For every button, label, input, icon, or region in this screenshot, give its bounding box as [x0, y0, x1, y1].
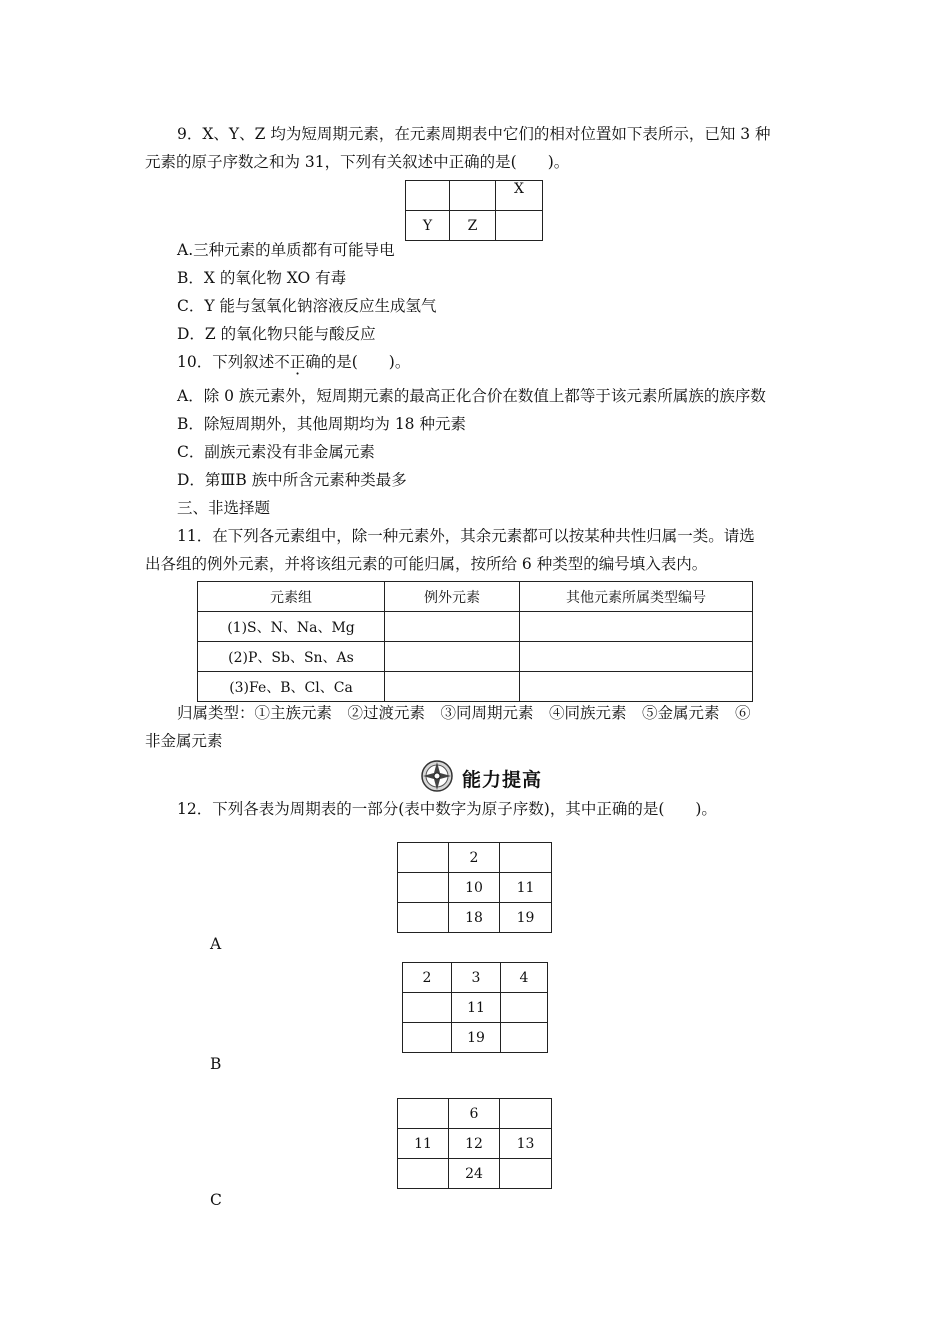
table-cell: (2)P、Sb、Sn、As [198, 642, 385, 672]
table-row [198, 642, 753, 672]
table-cell: 19 [500, 903, 552, 933]
q12-option-label-a[interactable]: A [210, 935, 222, 953]
table-cell: 11 [500, 873, 552, 903]
table-header: 其他元素所属类型编号 [520, 582, 753, 612]
q9-option-c: C．Y 能与氢氧化钠溶液反应生成氢气 [177, 297, 437, 315]
badge-title: 能力提高 [462, 768, 543, 791]
table-cell: 6 [449, 1099, 500, 1129]
q12-option-label-c[interactable]: C [210, 1191, 222, 1209]
table-cell [398, 843, 449, 873]
table-cell [449, 181, 495, 211]
table-cell: 4 [501, 963, 548, 993]
q11-stem-line1: 11．在下列各元素组中，除一种元素外，其余元素都可以按某种共性归属一类。请选 [177, 527, 755, 545]
q10-stem [177, 352, 410, 372]
answer-cell[interactable] [520, 612, 753, 642]
q12-table-b [402, 962, 548, 1053]
table-cell: 24 [449, 1159, 500, 1189]
q11-types-line1: 归属类型：①主族元素 ②过渡元素 ③同周期元素 ④同族元素 ⑤金属元素 ⑥ [177, 704, 751, 722]
table-cell: 12 [449, 1129, 500, 1159]
table-cell [406, 181, 450, 211]
table-cell [500, 843, 552, 873]
table-cell: 2 [403, 963, 452, 993]
table-cell [500, 1159, 552, 1189]
table-row [198, 612, 753, 642]
table-cell [398, 1099, 449, 1129]
q12-stem: 12．下列各表为周期表的一部分(表中数字为原子序数)，其中正确的是( )。 [177, 800, 717, 818]
table-header: 元素组 [198, 582, 385, 612]
answer-cell[interactable] [385, 672, 520, 702]
q9-position-table [405, 180, 543, 241]
table-row [198, 672, 753, 702]
q10-option-c: C．副族元素没有非金属元素 [177, 443, 375, 461]
table-cell: 10 [449, 873, 500, 903]
table-cell [501, 993, 548, 1023]
answer-cell[interactable] [520, 642, 753, 672]
section-heading: 三、非选择题 [177, 499, 271, 517]
q12-option-label-b[interactable]: B [210, 1055, 222, 1073]
q11-answer-table [197, 581, 753, 702]
table-cell [398, 903, 449, 933]
answer-cell[interactable] [385, 612, 520, 642]
q10-stem-pre: 10．下列叙述 [177, 353, 275, 371]
q11-types-line2: 非金属元素 [145, 732, 223, 750]
table-cell [500, 1099, 552, 1129]
table-cell [403, 993, 452, 1023]
table-cell: Y [406, 211, 450, 241]
table-header: 例外元素 [385, 582, 520, 612]
table-cell [398, 1159, 449, 1189]
table-cell: 11 [398, 1129, 449, 1159]
q10-stem-post: 的是( )。 [320, 353, 411, 371]
table-cell: Z [449, 211, 495, 241]
q12-table-c [397, 1098, 552, 1189]
table-cell: 19 [452, 1023, 501, 1053]
table-cell: 3 [452, 963, 501, 993]
q12-table-a [397, 842, 552, 933]
table-cell: 11 [452, 993, 501, 1023]
compass-star-icon [420, 759, 454, 797]
table-cell: 13 [500, 1129, 552, 1159]
q9-option-a: A.三种元素的单质都有可能导电 [177, 241, 395, 259]
table-cell: 2 [449, 843, 500, 873]
table-cell [398, 873, 449, 903]
q10-option-d: D．第ⅢB 族中所含元素种类最多 [177, 471, 407, 489]
table-cell: (1)S、N、Na、Mg [198, 612, 385, 642]
answer-cell[interactable] [385, 642, 520, 672]
q10-emphasis: 不正确 [274, 353, 321, 371]
q9-option-d: D．Z 的氧化物只能与酸反应 [177, 325, 376, 343]
table-cell [501, 1023, 548, 1053]
answer-cell[interactable] [520, 672, 753, 702]
table-cell: 18 [449, 903, 500, 933]
q9-option-b: B．X 的氧化物 XO 有毒 [177, 269, 347, 287]
q9-stem-line1: 9．X、Y、Z 均为短周期元素，在元素周期表中它们的相对位置如下表所示，已知 3 种 [177, 125, 771, 143]
table-cell [495, 211, 542, 241]
q10-option-b: B．除短周期外，其他周期均为 18 种元素 [177, 415, 466, 433]
q9-stem-line2: 元素的原子序数之和为 31，下列有关叙述中正确的是( )。 [145, 153, 570, 171]
table-cell: (3)Fe、B、Cl、Ca [198, 672, 385, 702]
q11-stem-line2: 出各组的例外元素，并将该组元素的可能归属，按所给 6 种类型的编号填入表内。 [145, 555, 708, 573]
q10-option-a: A．除 0 族元素外，短周期元素的最高正化合价在数值上都等于该元素所属族的族序数 [177, 387, 766, 405]
table-cell: X [495, 181, 542, 211]
table-cell [403, 1023, 452, 1053]
ability-section-badge [420, 760, 560, 796]
